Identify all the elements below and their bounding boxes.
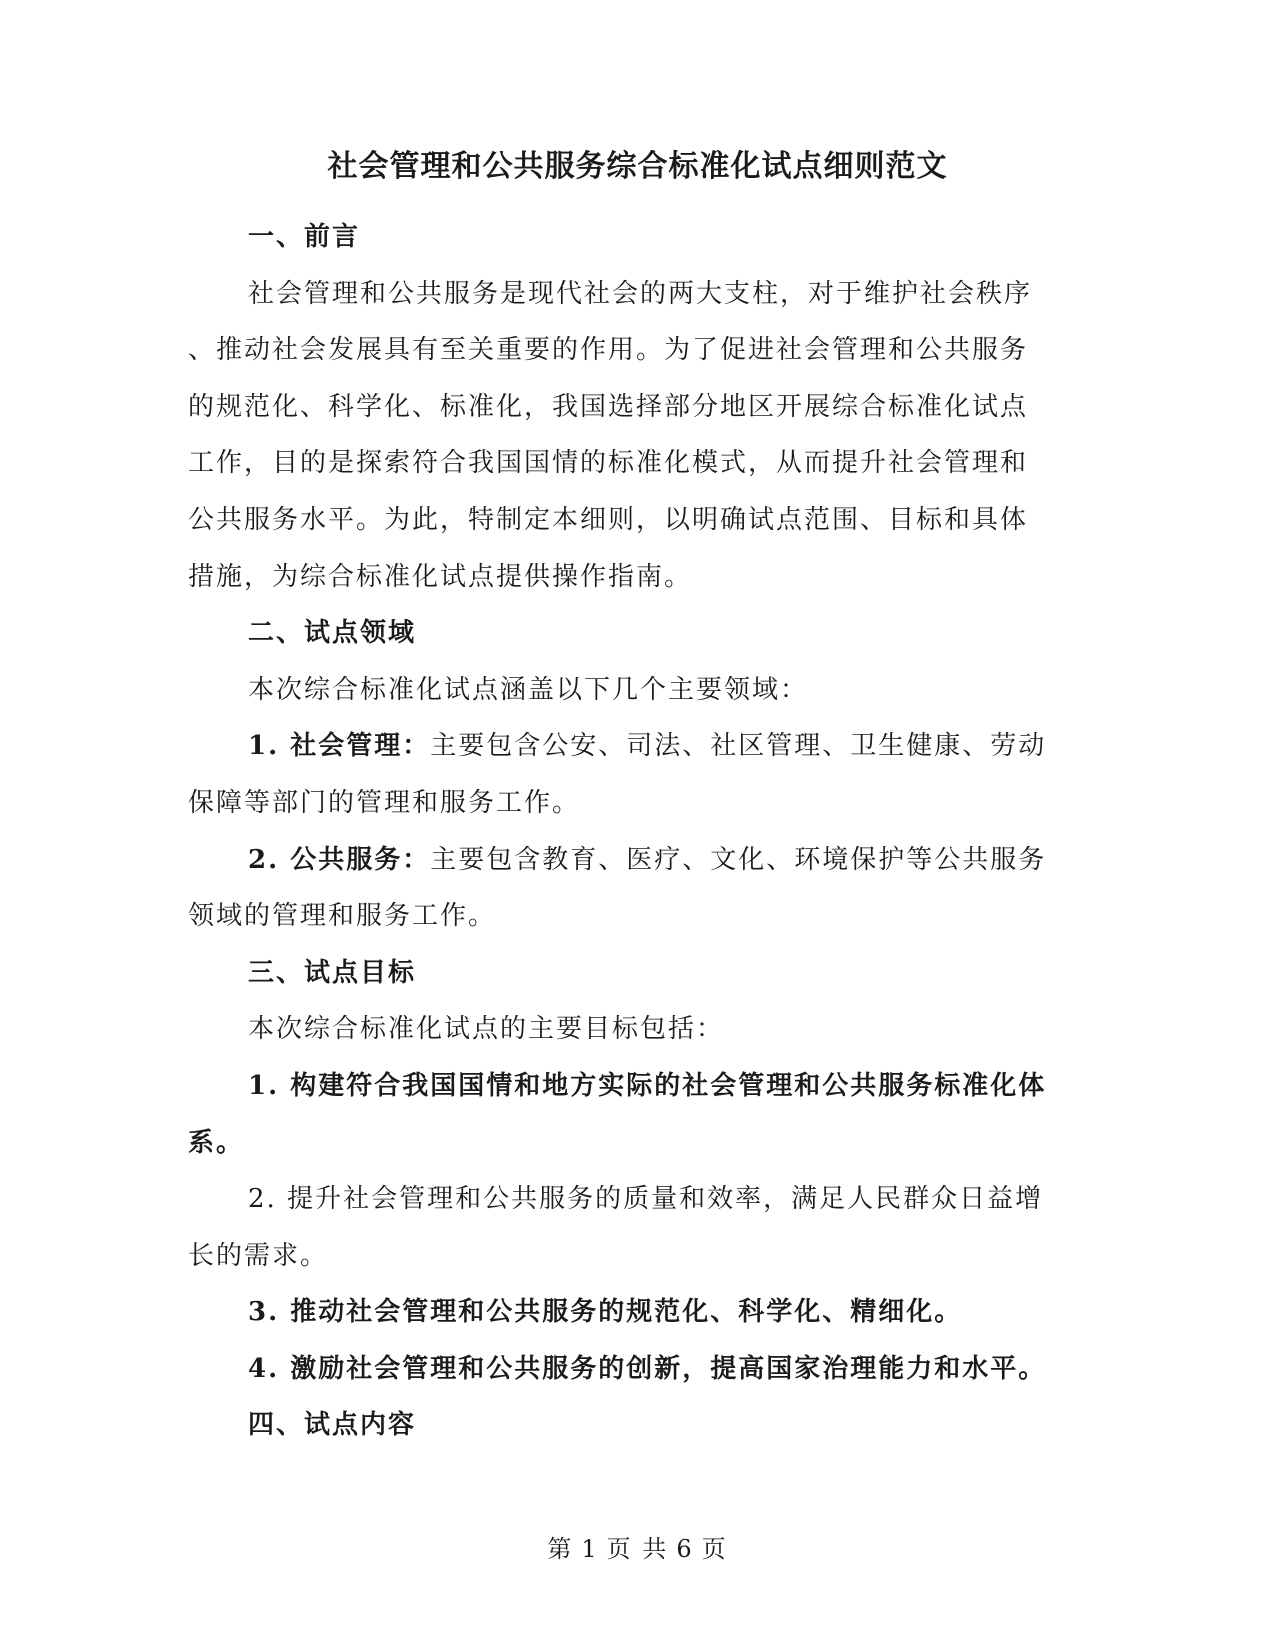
line-text: 本次综合标准化试点涵盖以下几个主要领域： <box>248 674 809 705</box>
text-line <box>188 718 1058 775</box>
text-line <box>188 1171 1058 1228</box>
line-text: 系。 <box>188 1127 245 1158</box>
line-text: 工作，目的是探索符合我国国情的标准化模式，从而提升社会管理和 <box>188 448 1029 479</box>
line-text: 四、试点内容 <box>248 1410 417 1441</box>
line-text: 措施，为综合标准化试点提供操作指南。 <box>188 561 693 592</box>
line-text: 、推动社会发展具有至关重要的作用。为了促进社会管理和公共服务 <box>188 335 1029 366</box>
text-line <box>188 435 1058 492</box>
text-line <box>188 1397 1058 1454</box>
line-lead: 2. 公共服务： <box>248 844 431 875</box>
line-text: 2. 提升社会管理和公共服务的质量和效率，满足人民群众日益增 <box>248 1184 1044 1215</box>
text-line <box>188 1001 1058 1058</box>
text-line <box>188 1284 1058 1341</box>
line-text: 4. 激励社会管理和公共服务的创新，提高国家治理能力和水平。 <box>248 1353 1047 1384</box>
line-text: 三、试点目标 <box>248 957 417 988</box>
line-text: 主要包含公安、司法、社区管理、卫生健康、劳动 <box>430 731 1047 762</box>
page-footer <box>0 1533 1275 1565</box>
footer-current-page: 1 <box>581 1535 599 1563</box>
text-line <box>188 662 1058 719</box>
text-line <box>188 266 1058 323</box>
line-text: 二、试点领域 <box>248 618 417 649</box>
line-text: 长的需求。 <box>188 1240 329 1271</box>
text-line <box>188 605 1058 662</box>
text-line <box>188 379 1058 436</box>
text-line <box>188 209 1058 266</box>
line-text: 领域的管理和服务工作。 <box>188 901 497 932</box>
line-text: 的规范化、科学化、标准化，我国选择部分地区开展综合标准化试点 <box>188 391 1029 422</box>
text-line <box>188 492 1058 549</box>
line-text: 本次综合标准化试点的主要目标包括： <box>248 1014 725 1045</box>
text-line <box>188 1115 1058 1172</box>
text-line <box>188 1341 1058 1398</box>
text-line <box>188 888 1058 945</box>
document-body <box>188 209 1058 1454</box>
text-line <box>188 1058 1058 1115</box>
document-title: 社会管理和公共服务综合标准化试点细则范文 <box>327 149 948 184</box>
footer-prefix: 第 <box>547 1535 574 1563</box>
footer-total-pages: 6 <box>676 1535 694 1563</box>
footer-suffix: 页 <box>701 1535 728 1563</box>
line-text: 一、前言 <box>248 222 361 252</box>
text-line <box>188 1228 1058 1285</box>
line-text: 公共服务水平。为此，特制定本细则，以明确试点范围、目标和具体 <box>188 504 1029 535</box>
line-lead: 1. 社会管理： <box>248 731 431 762</box>
line-text: 1. 构建符合我国国情和地方实际的社会管理和公共服务标准化体 <box>248 1070 1047 1101</box>
line-text: 社会管理和公共服务是现代社会的两大支柱，对于维护社会秩序 <box>248 278 1033 309</box>
line-text: 3. 推动社会管理和公共服务的规范化、科学化、精细化。 <box>248 1297 963 1328</box>
text-line <box>188 832 1058 889</box>
footer-middle: 页 共 <box>606 1535 669 1563</box>
line-text: 保障等部门的管理和服务工作。 <box>188 787 581 818</box>
text-line <box>188 549 1058 606</box>
text-line <box>188 775 1058 832</box>
line-text: 主要包含教育、医疗、文化、环境保护等公共服务 <box>430 844 1047 875</box>
text-line <box>188 322 1058 379</box>
text-line <box>188 945 1058 1002</box>
